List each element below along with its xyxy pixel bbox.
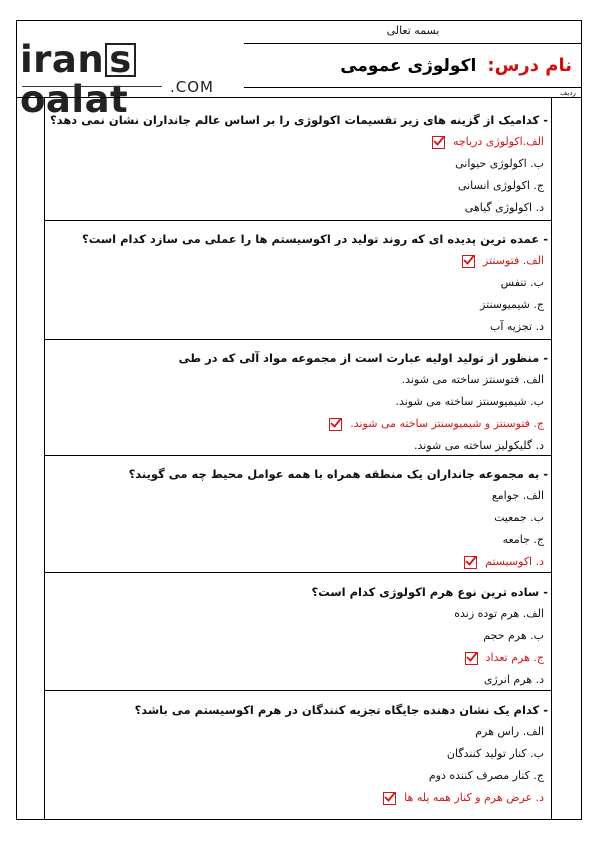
answer-option[interactable] xyxy=(484,672,544,688)
answer-option-label: ج. کنار مصرف کننده دوم xyxy=(428,769,544,782)
left-margin-column-border xyxy=(44,97,45,820)
answer-option-label: الف. راس هرم xyxy=(475,725,544,738)
answer-option-label: د. گلیکولیز ساخته می شوند. xyxy=(414,439,544,452)
answer-option-label: ب. شیمیوسنتز ساخته می شوند. xyxy=(395,395,544,408)
answer-option[interactable] xyxy=(501,275,544,291)
answer-option[interactable] xyxy=(490,319,544,335)
answer-option[interactable] xyxy=(480,297,544,313)
answer-option-label: ب. تنفس xyxy=(500,276,544,289)
question-text: - منظور از تولید اولیه عبارت است از مجموعه مواد آلی که در طی xyxy=(178,351,548,365)
course-name: اکولوژی عمومی xyxy=(340,56,477,76)
logo-part-left: iran xyxy=(20,38,105,81)
answer-option[interactable] xyxy=(458,178,544,194)
answer-option-correct[interactable] xyxy=(465,650,544,666)
question-separator xyxy=(44,572,551,573)
logo-part-right: oalat xyxy=(20,78,129,121)
logo-underline xyxy=(22,86,162,87)
answer-option[interactable] xyxy=(455,156,544,172)
answer-option-label: ب. کنار تولید کنندگان xyxy=(446,747,544,760)
answer-option-label: د. عرض هرم و کنار همه پله ها xyxy=(404,791,544,804)
answer-option-label: د. اکولوژی گیاهی xyxy=(464,201,544,214)
check-icon xyxy=(462,255,475,268)
answer-option-label: ج. اکولوژی انسانی xyxy=(457,179,544,192)
row-number-column-border xyxy=(551,97,552,820)
answer-option[interactable] xyxy=(429,768,544,784)
answer-option[interactable] xyxy=(402,372,544,388)
answer-option[interactable] xyxy=(494,510,544,526)
answer-option[interactable] xyxy=(503,532,544,548)
answer-option-correct[interactable] xyxy=(432,134,544,150)
check-icon xyxy=(383,792,396,805)
answer-option[interactable] xyxy=(492,488,544,504)
answer-option[interactable] xyxy=(395,394,544,410)
site-logo[interactable] xyxy=(20,38,240,121)
question-text: - کدامیک از گزینه های زیر تقسیمات اکولوژی را بر اساس عالم جانداران نشان نمی دهد؟ xyxy=(50,113,548,127)
check-icon xyxy=(464,556,477,569)
answer-option-label: ب. اکولوژی حیوانی xyxy=(455,157,544,170)
answer-option[interactable] xyxy=(475,724,544,740)
answer-option-correct[interactable] xyxy=(383,790,544,806)
answer-option-correct[interactable] xyxy=(329,416,544,432)
answer-option-label: د. اکوسیستم xyxy=(485,555,544,568)
answer-option-label: الف. جوامع xyxy=(491,489,544,502)
answer-option[interactable] xyxy=(414,438,544,454)
check-icon xyxy=(432,136,445,149)
answer-option-correct[interactable] xyxy=(462,253,544,269)
question-separator xyxy=(44,339,551,340)
answer-option-label: الف. فتوسنتز xyxy=(483,254,544,267)
question-text: - کدام یک نشان دهنده جایگاه تجزیه کنندگان در هرم اکوسیستم می باشد؟ xyxy=(134,703,548,717)
header-divider xyxy=(16,97,582,98)
answer-option-label: الف. فتوسنتز ساخته می شوند. xyxy=(401,373,544,386)
answer-option-label: الف.اکولوژی دریاچه xyxy=(452,135,544,148)
question-separator xyxy=(44,220,551,221)
course-title xyxy=(244,44,582,88)
logo-com: .COM xyxy=(170,78,214,96)
check-icon xyxy=(329,418,342,431)
answer-option-label: ب. هرم حجم xyxy=(483,629,544,642)
answer-option[interactable] xyxy=(483,628,544,644)
radif-label: ردیف xyxy=(560,89,576,97)
question-separator xyxy=(44,455,551,456)
answer-option-label: ج. هرم تعداد xyxy=(485,651,544,664)
answer-option-label: ب. جمعیت xyxy=(494,511,544,524)
answer-option-label: ج. فتوسنتز و شیمیوسنتز ساخته می شوند. xyxy=(350,417,544,430)
course-label: نام درس: xyxy=(487,55,572,76)
answer-option-label: ج. جامعه xyxy=(502,533,544,546)
answer-option[interactable] xyxy=(454,606,544,622)
answer-option-label: د. هرم انرژی xyxy=(483,673,544,686)
question-text: - به مجموعه جانداران یک منطقه همراه با همه عوامل محیط چه می گویند؟ xyxy=(128,467,548,481)
answer-option-correct[interactable] xyxy=(464,554,544,570)
question-text: - ساده ترین نوع هرم اکولوژی کدام است؟ xyxy=(311,585,548,599)
question-separator xyxy=(44,690,551,691)
answer-option-label: د. تجزیه آب xyxy=(490,320,544,333)
logo-part-boxed: s xyxy=(105,43,136,77)
check-icon xyxy=(465,652,478,665)
answer-option[interactable] xyxy=(447,746,544,762)
answer-option-label: الف. هرم توده زنده xyxy=(454,607,544,620)
answer-option[interactable] xyxy=(465,200,544,216)
question-text: - عمده ترین پدیده ای که روند تولید در اکوسیستم ها را عملی می سازد کدام است؟ xyxy=(82,232,548,246)
answer-option-label: ج. شیمیوسنتز xyxy=(480,298,544,311)
bismillah: بسمه تعالی xyxy=(244,24,582,44)
